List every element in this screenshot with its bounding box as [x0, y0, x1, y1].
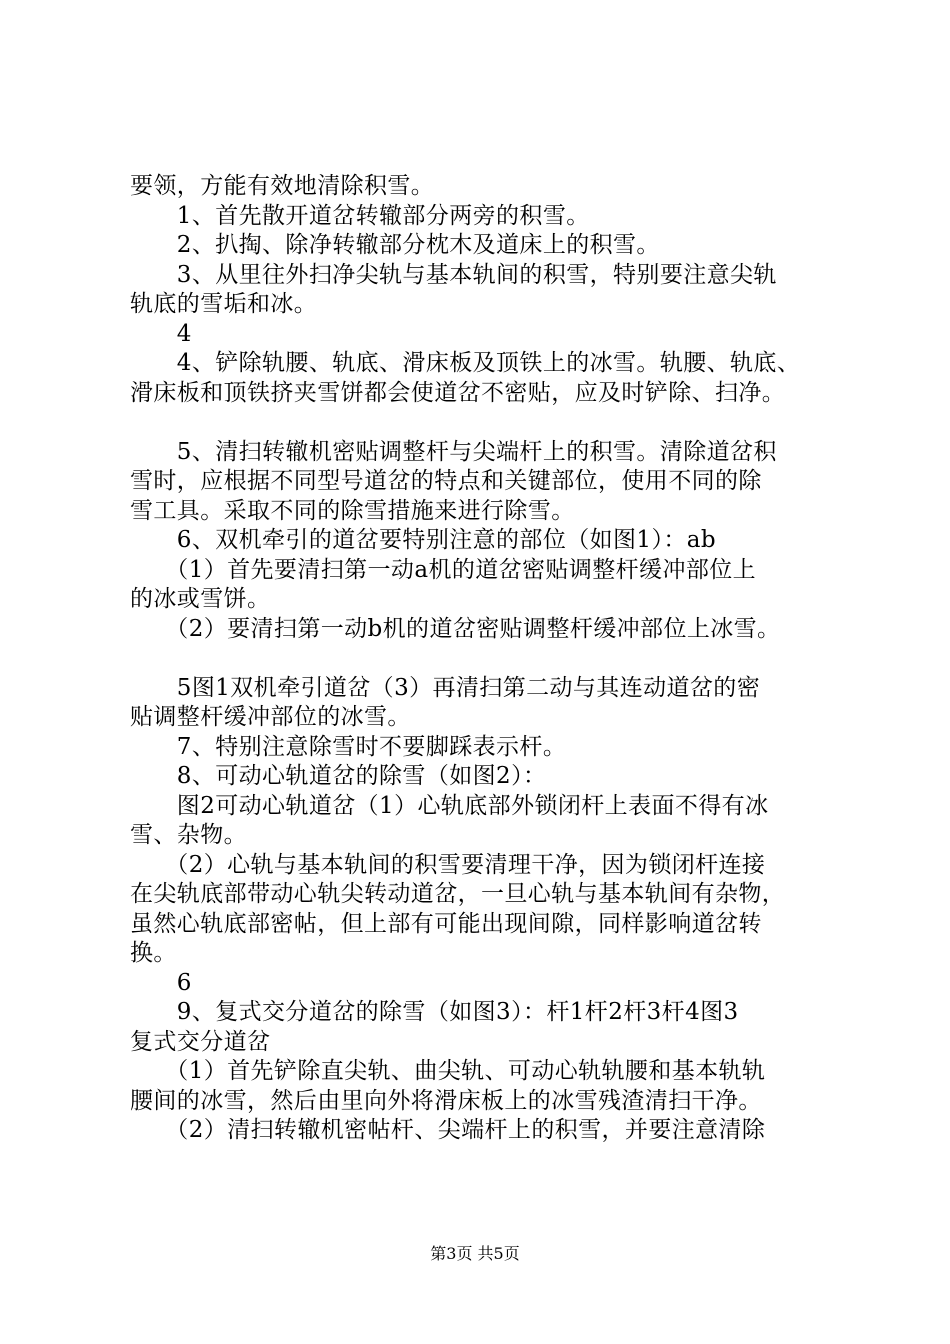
document-body — [130, 172, 830, 1146]
text-line: 换。 — [130, 940, 177, 966]
text-line: （2）要清扫第一动b机的道岔密贴调整杆缓冲部位上冰雪。 — [130, 615, 781, 642]
text-line: 轨底的雪垢和冰。 — [130, 291, 318, 317]
text-line: 要领，方能有效地清除积雪。 — [130, 173, 435, 199]
text-line: （1）首先铲除直尖轨、曲尖轨、可动心轨轨腰和基本轨轨 — [130, 1058, 766, 1084]
text-line: 2、扒掏、除净转辙部分枕木及道床上的积雪。 — [130, 232, 660, 258]
text-line: 雪工具。采取不同的除雪措施来进行除雪。 — [130, 497, 575, 524]
text-line: （2）清扫转辙机密帖杆、尖端杆上的积雪，并要注意清除 — [130, 1117, 766, 1143]
text-line: 滑床板和顶铁挤夹雪饼都会使道岔不密贴，应及时铲除、扫净。 — [130, 379, 786, 406]
text-line: 1、首先散开道岔转辙部分两旁的积雪。 — [130, 202, 590, 229]
text-line: 雪、杂物。 — [130, 822, 247, 848]
text-line: 腰间的冰雪，然后由里向外将滑床板上的冰雪残渣清扫干净。 — [130, 1087, 762, 1114]
text-line: 5图1双机牵引道岔（3）再清扫第二动与其连动道岔的密 — [130, 674, 761, 701]
text-line: 6、双机牵引的道岔要特别注意的部位（如图1）：ab — [130, 527, 717, 553]
page-footer: 第3页 共5页 — [430, 1244, 520, 1263]
text-line: 4、铲除轨腰、轨底、滑床板及顶铁上的冰雪。轨腰、轨底、 — [130, 350, 801, 376]
text-line: 雪时，应根据不同型号道岔的特点和关键部位，使用不同的除 — [130, 468, 762, 494]
text-line: 9、复式交分道岔的除雪（如图3）：杆1杆2杆3杆4图3 — [130, 999, 739, 1025]
text-line: 图2可动心轨道岔（1）心轨底部外锁闭杆上表面不得有冰 — [130, 792, 769, 819]
text-line: 8、可动心轨道岔的除雪（如图2）： — [130, 763, 547, 789]
text-line: 的冰或雪饼。 — [130, 586, 271, 612]
text-line: 5、清扫转辙机密贴调整杆与尖端杆上的积雪。清除道岔积 — [130, 438, 777, 465]
text-line: 复式交分道岔 — [130, 1028, 271, 1055]
text-line: 3、从里往外扫净尖轨与基本轨间的积雪，特别要注意尖轨 — [130, 261, 777, 288]
text-line: （2）心轨与基本轨间的积雪要清理干净，因为锁闭杆连接 — [130, 851, 766, 878]
text-line: 4 — [130, 320, 192, 347]
text-line: 贴调整杆缓冲部位的冰雪。 — [130, 704, 411, 730]
blank-line — [130, 408, 830, 438]
text-line: 虽然心轨底部密帖，但上部有可能出现间隙，同样影响道岔转 — [130, 910, 762, 937]
text-line: （1）首先要清扫第一动a机的道岔密贴调整杆缓冲部位上 — [130, 556, 757, 583]
text-line: 在尖轨底部带动心轨尖转动道岔，一旦心轨与基本轨间有杂物， — [130, 881, 786, 907]
blank-line — [130, 644, 830, 674]
text-line: 6 — [130, 969, 192, 996]
text-line: 7、特别注意除雪时不要脚踩表示杆。 — [130, 733, 567, 760]
